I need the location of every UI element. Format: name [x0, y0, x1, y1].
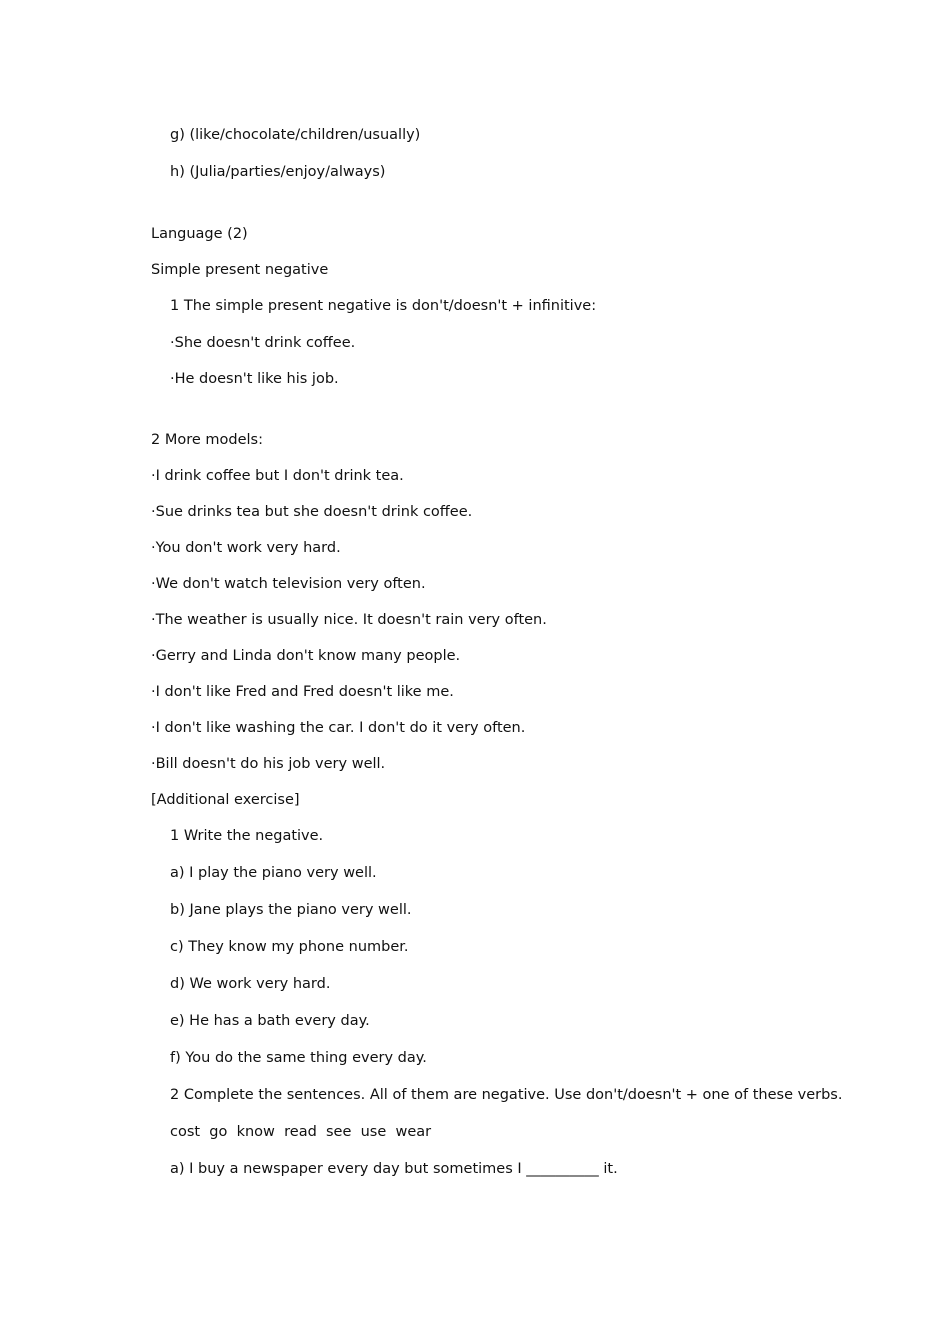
exercise-instruction: 2 Complete the sentences. All of them are negative. Use don't/doesn't + one of these verbs. — [170, 1087, 843, 1103]
model-sentence: ·You don't work very hard. — [151, 540, 341, 556]
exercise-item: c) They know my phone number. — [170, 939, 409, 955]
model-sentence: ·I don't like washing the car. I don't do it very often. — [151, 720, 526, 736]
verb-list: cost go know read see use wear — [170, 1124, 432, 1140]
example-sentence: ·He doesn't like his job. — [170, 371, 339, 387]
exercise-item-h: h) (Julia/parties/enjoy/always) — [170, 164, 386, 180]
example-sentence: ·She doesn't drink coffee. — [170, 335, 356, 351]
exercise-item-g: g) (like/chocolate/children/usually) — [170, 127, 421, 143]
model-sentence: ·I drink coffee but I don't drink tea. — [151, 468, 404, 484]
exercise-item: e) He has a bath every day. — [170, 1013, 370, 1029]
rule-text: 1 The simple present negative is don't/doesn't + infinitive: — [170, 298, 597, 314]
model-sentence: ·I don't like Fred and Fred doesn't like me. — [151, 684, 454, 700]
models-heading: 2 More models: — [151, 432, 263, 448]
exercise-instruction: 1 Write the negative. — [170, 828, 324, 844]
model-sentence: ·Bill doesn't do his job very well. — [151, 756, 386, 772]
additional-exercise-heading: [Additional exercise] — [151, 792, 300, 808]
section-subheading: Simple present negative — [151, 262, 329, 278]
exercise-item: d) We work very hard. — [170, 976, 331, 992]
exercise-item: f) You do the same thing every day. — [170, 1050, 427, 1066]
section-heading: Language (2) — [151, 226, 248, 242]
exercise-item: a) I buy a newspaper every day but sometimes I __________ it. — [170, 1161, 618, 1177]
exercise-item: b) Jane plays the piano very well. — [170, 902, 412, 918]
model-sentence: ·Gerry and Linda don't know many people. — [151, 648, 461, 664]
model-sentence: ·The weather is usually nice. It doesn't rain very often. — [151, 612, 547, 628]
model-sentence: ·We don't watch television very often. — [151, 576, 426, 592]
exercise-item: a) I play the piano very well. — [170, 865, 377, 881]
model-sentence: ·Sue drinks tea but she doesn't drink coffee. — [151, 504, 473, 520]
